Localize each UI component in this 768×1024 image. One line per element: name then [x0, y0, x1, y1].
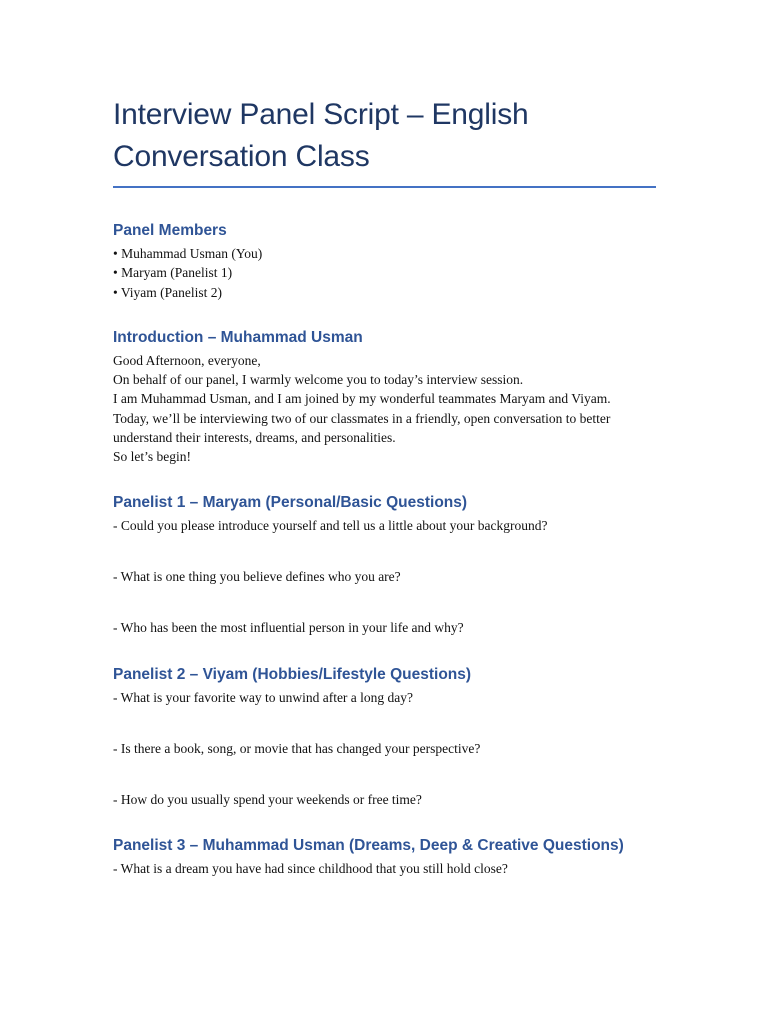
- panelist2-section: [113, 665, 656, 810]
- panelist1-section: [113, 493, 656, 638]
- introduction-section: [113, 328, 656, 467]
- title-underline-rule: [113, 186, 656, 188]
- section-heading-panelist2: Panelist 2 – Viyam (Hobbies/Lifestyle Questions): [113, 665, 472, 683]
- question-item: - What is your favorite way to unwind after a long day?: [113, 689, 414, 705]
- section-heading-introduction: Introduction – Muhammad Usman: [113, 328, 363, 346]
- question-item: - Who has been the most influential person in your life and why?: [113, 620, 464, 636]
- question-item: - How do you usually spend your weekends or free time?: [113, 792, 422, 808]
- intro-line: On behalf of our panel, I warmly welcome you to today’s interview session.: [113, 372, 524, 388]
- panel-member-item: • Viyam (Panelist 2): [113, 284, 223, 300]
- question-item: - Could you please introduce yourself and tell us a little about your background?: [113, 517, 548, 533]
- panel-member-item: • Maryam (Panelist 1): [113, 265, 233, 281]
- intro-line: I am Muhammad Usman, and I am joined by my wonderful teammates Maryam and Viyam.: [113, 391, 611, 407]
- question-item: - What is a dream you have had since childhood that you still hold close?: [113, 861, 508, 877]
- document-title: Interview Panel Script – English Conversation Class: [113, 98, 529, 173]
- section-heading-panel-members: Panel Members: [113, 222, 227, 239]
- section-heading-panelist3: Panelist 3 – Muhammad Usman (Dreams, Deep & Creative Questions): [113, 837, 624, 855]
- panel-member-item: • Muhammad Usman (You): [113, 246, 263, 261]
- intro-line: Today, we’ll be interviewing two of our classmates in a friendly, open conversation to better understand their interests, dreams, and personalities.: [113, 410, 611, 446]
- section-heading-panelist1: Panelist 1 – Maryam (Personal/Basic Questions): [113, 493, 468, 511]
- intro-line: So let’s begin!: [113, 449, 191, 465]
- question-item: - Is there a book, song, or movie that has changed your perspective?: [113, 740, 481, 756]
- panel-members-section: [113, 221, 656, 302]
- intro-line: Good Afternoon, everyone,: [113, 352, 261, 368]
- question-item: - What is one thing you believe defines who you are?: [113, 568, 401, 584]
- panelist3-section: [113, 836, 656, 878]
